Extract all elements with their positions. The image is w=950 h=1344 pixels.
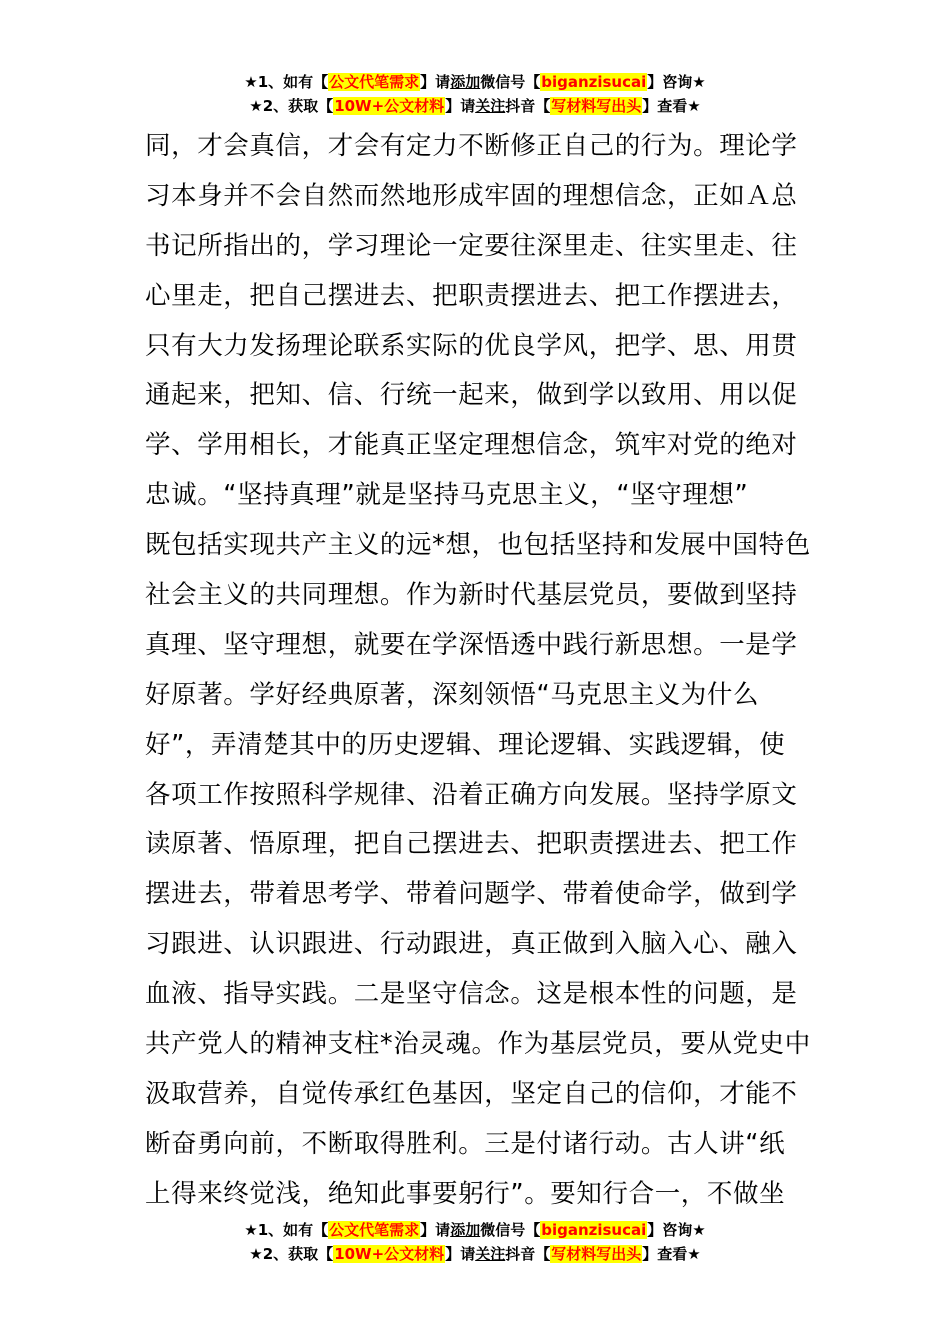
- body-line: 书记所指出的，学习理论一定要往深里走、往实里走、往: [145, 230, 798, 261]
- body-line: 习跟进、认识跟进、行动跟进，真正做到入脑入心、融入: [145, 929, 798, 960]
- body-line: 学、学用相长，才能真正坚定理想信念，筑牢对党的绝对: [145, 430, 798, 461]
- banner-text: 】咨询★: [647, 1221, 706, 1239]
- header-banner-line-2: [0, 94, 950, 118]
- banner-text: 】请: [445, 97, 476, 115]
- banner-text: 】查看★: [642, 97, 701, 115]
- body-line: 各项工作按照科学规律、沿着正确方向发展。坚持学原文: [145, 779, 798, 810]
- body-line: 同，才会真信，才会有定力不断修正自己的行为。理论学: [145, 131, 798, 161]
- body-line: 习本身并不会自然而然地形成牢固的理想信念，正如Ａ总: [145, 180, 798, 211]
- banner-highlight-wechat-id: biganzisucai: [541, 1221, 647, 1239]
- banner-underlined-add: 添加: [450, 1221, 481, 1239]
- body-line: 通起来，把知、信、行统一起来，做到学以致用、用以促: [145, 380, 798, 411]
- banner-underlined-follow: 关注: [475, 1245, 506, 1263]
- body-line: 只有大力发扬理论联系实际的优良学风，把学、思、用贯: [145, 330, 798, 361]
- header-banner-line-1: [0, 70, 950, 94]
- banner-text: 抖音【: [505, 97, 551, 115]
- banner-text: 】请: [420, 73, 451, 91]
- body-line: 真理、坚守理想，就要在学深悟透中践行新思想。一是学: [145, 629, 798, 660]
- banner-highlight-writing-service: 公文代笔需求: [329, 1221, 420, 1239]
- body-line: 读原著、悟原理，把自己摆进去、把职责摆进去、把工作: [145, 829, 798, 860]
- banner-text: ★2、获取【: [249, 1245, 334, 1263]
- banner-highlight-materials: 10W+公文材料: [334, 1245, 445, 1263]
- banner-text: ★1、如有【: [244, 73, 329, 91]
- banner-highlight-douyin-account: 写材料写出头: [551, 1245, 642, 1263]
- banner-text: 微信号【: [480, 1221, 541, 1239]
- banner-text: ★1、如有【: [244, 1221, 329, 1239]
- body-line: 心里走，把自己摆进去、把职责摆进去、把工作摆进去，: [145, 280, 798, 311]
- body-line: 断奋勇向前，不断取得胜利。三是付诸行动。古人讲“纸: [145, 1128, 786, 1159]
- body-line: 血液、指导实践。二是坚守信念。这是根本性的问题，是: [145, 979, 798, 1010]
- banner-text: 】请: [420, 1221, 451, 1239]
- body-line: 好原著。学好经典原著，深刻领悟“马克思主义为什么: [145, 679, 760, 710]
- banner-text: 】咨询★: [647, 73, 706, 91]
- banner-text: 】请: [445, 1245, 476, 1263]
- body-line: 既包括实现共产主义的远*想，也包括坚持和发展中国特色: [145, 530, 811, 561]
- body-line: 上得来终觉浅，绝知此事要躬行”。要知行合一，不做坐: [145, 1178, 786, 1209]
- banner-underlined-follow: 关注: [475, 97, 506, 115]
- footer-banner-line-2: [0, 1242, 950, 1266]
- header-banner: [0, 70, 950, 118]
- body-line: 好”，弄清楚其中的历史逻辑、理论逻辑、实践逻辑，使: [145, 729, 786, 760]
- body-line: 忠诚。“坚持真理”就是坚持马克思主义，“坚守理想”: [145, 480, 749, 511]
- document-body: [145, 122, 810, 1220]
- banner-text: ★2、获取【: [249, 97, 334, 115]
- banner-text: 微信号【: [480, 73, 541, 91]
- banner-text: 】查看★: [642, 1245, 701, 1263]
- body-line: 共产党人的精神支柱*治灵魂。作为基层党员，要从党史中: [145, 1029, 811, 1060]
- banner-highlight-douyin-account: 写材料写出头: [551, 97, 642, 115]
- body-line: 社会主义的共同理想。作为新时代基层党员，要做到坚持: [145, 580, 798, 611]
- banner-highlight-writing-service: 公文代笔需求: [329, 73, 420, 91]
- footer-banner: [0, 1218, 950, 1266]
- footer-banner-line-1: [0, 1218, 950, 1242]
- banner-text: 抖音【: [505, 1245, 551, 1263]
- banner-highlight-wechat-id: biganzisucai: [541, 73, 647, 91]
- banner-highlight-materials: 10W+公文材料: [334, 97, 445, 115]
- body-line: 摆进去，带着思考学、带着问题学、带着使命学，做到学: [145, 879, 798, 910]
- banner-underlined-add: 添加: [450, 73, 481, 91]
- body-line: 汲取营养，自觉传承红色基因，坚定自己的信仰，才能不: [145, 1078, 798, 1109]
